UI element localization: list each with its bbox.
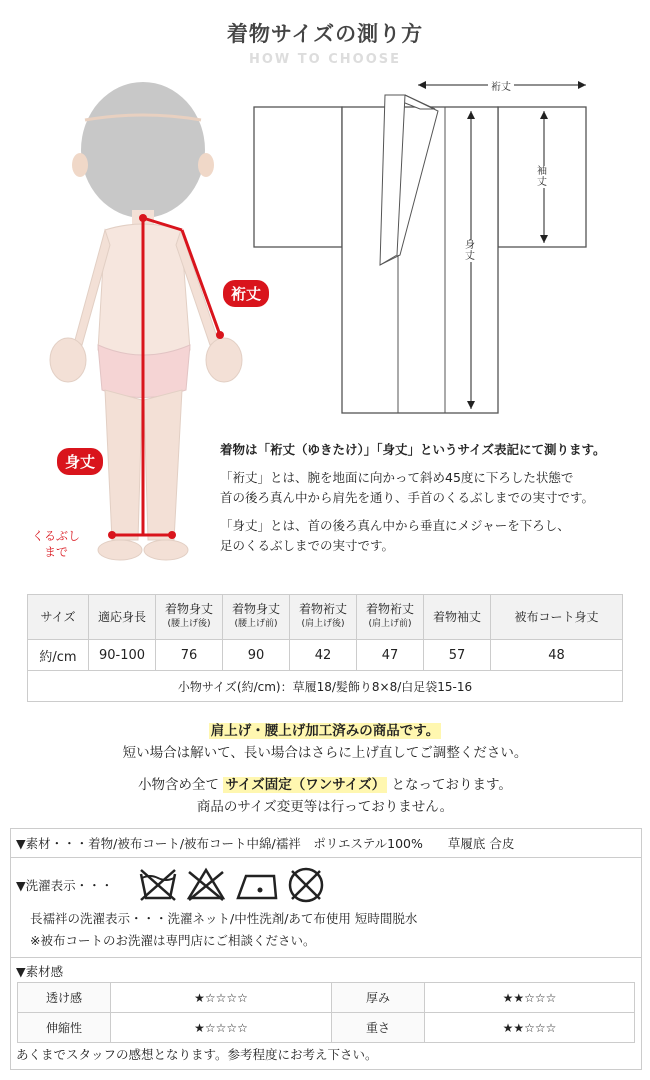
processing-note xyxy=(0,720,650,742)
table-cell: 42 xyxy=(290,640,357,671)
iron-low-icon xyxy=(234,866,280,902)
table-cell: 76 xyxy=(156,640,223,671)
feel-key: 透け感 xyxy=(18,983,111,1013)
size-table-header xyxy=(28,595,623,640)
fixed-size-pre: 小物含め全て xyxy=(138,777,220,793)
feel-label: ▼素材感 xyxy=(16,964,64,979)
adjust-note: 短い場合は解いて、長い場合はさらに上げ直してご調整ください。 xyxy=(122,745,528,761)
page-subtitle: HOW TO CHOOSE xyxy=(248,52,401,67)
description-yuki-2: 首の後ろ真ん中から肩先を通り、手首のくるぶしまでの実寸です。 xyxy=(220,490,595,505)
kimono-diagram xyxy=(250,75,620,420)
ankle-label: くるぶし まで xyxy=(31,529,80,559)
description-mitake-2: 足のくるぶしまでの実寸です。 xyxy=(220,538,395,553)
accessory-size-note: 小物サイズ(約/cm)：草履18/髪飾り8×8/白足袋15-16 xyxy=(28,671,623,702)
header-cell: 被布コート身丈 xyxy=(491,595,623,640)
diagram-label-mitake: 身丈 xyxy=(465,240,475,262)
feel-value: ★☆☆☆☆ xyxy=(111,983,332,1013)
table-cell: 48 xyxy=(491,640,623,671)
fixed-size-post: となっております。 xyxy=(391,777,512,793)
diagram-label-sodetake: 袖丈 xyxy=(537,166,547,188)
table-row xyxy=(18,983,635,1013)
fixed-size-highlight: サイズ固定（ワンサイズ） xyxy=(225,777,386,793)
divider xyxy=(10,957,642,958)
header-cell: 適応身長 xyxy=(89,595,156,640)
header-cell: 着物身丈 (腰上げ前) xyxy=(223,595,290,640)
size-table xyxy=(27,594,623,702)
feel-value: ★★☆☆☆ xyxy=(425,1013,635,1043)
divider xyxy=(10,857,642,858)
header-cell: 着物袖丈 xyxy=(424,595,491,640)
no-size-change-note: 商品のサイズ変更等は行っておりません。 xyxy=(196,799,454,815)
measure-description xyxy=(220,440,640,556)
feel-footer-note: あくまでスタッフの感想となります。参考程度にお考え下さい。 xyxy=(16,1047,378,1062)
description-mitake-1: 「身丈」とは、首の後ろ真ん中から垂直にメジャーを下ろし、 xyxy=(220,518,570,533)
header-cell: 着物裄丈 (肩上げ後) xyxy=(290,595,357,640)
page-title: 着物サイズの測り方 xyxy=(226,22,424,46)
feel-table xyxy=(17,982,635,1043)
no-wash-icon xyxy=(138,866,178,902)
diagram-label-yukitake: 裄丈 xyxy=(488,78,514,93)
mitake-badge: 身丈 xyxy=(57,448,103,475)
washing-label: ▼洗濯表示・・・ xyxy=(16,878,114,893)
table-cell: 90-100 xyxy=(89,640,156,671)
description-lead: 着物は「裄丈（ゆきたけ）」「身丈」というサイズ表記にて測ります。 xyxy=(220,442,606,457)
table-cell: 約/cm xyxy=(28,640,89,671)
table-row xyxy=(18,1013,635,1043)
no-bleach-icon xyxy=(186,866,226,902)
feel-key: 厚み xyxy=(332,983,425,1013)
coat-washing-note: ※被布コートのお洗濯は専門店にご相談ください。 xyxy=(30,933,316,948)
processing-highlight: 肩上げ・腰上げ加工済みの商品です。 xyxy=(210,723,440,739)
yukitake-badge: 裄丈 xyxy=(223,280,269,307)
header-cell: サイズ xyxy=(28,595,89,640)
feel-key: 重さ xyxy=(332,1013,425,1043)
header-cell: 着物身丈 (腰上げ後) xyxy=(156,595,223,640)
feel-value: ★☆☆☆☆ xyxy=(111,1013,332,1043)
table-cell: 47 xyxy=(357,640,424,671)
feel-key: 伸縮性 xyxy=(18,1013,111,1043)
table-cell: 90 xyxy=(223,640,290,671)
table-row xyxy=(28,640,623,671)
description-yuki-1: 「裄丈」とは、腕を地面に向かって斜め45度に下ろした状態で xyxy=(220,470,574,485)
table-cell: 57 xyxy=(424,640,491,671)
no-dry-clean-icon xyxy=(286,866,326,904)
table-note-row xyxy=(28,671,623,702)
feel-value: ★★☆☆☆ xyxy=(425,983,635,1013)
material-line: ▼素材・・・着物/被布コート/被布コート中綿/襦袢 ポリエステル100% 草履底 合皮 xyxy=(16,836,515,851)
juban-washing-note: 長襦袢の洗濯表示・・・洗濯ネット/中性洗剤/あて布使用 短時間脱水 xyxy=(30,911,418,926)
fixed-size-note xyxy=(0,774,650,796)
header-cell: 着物裄丈 (肩上げ前) xyxy=(357,595,424,640)
